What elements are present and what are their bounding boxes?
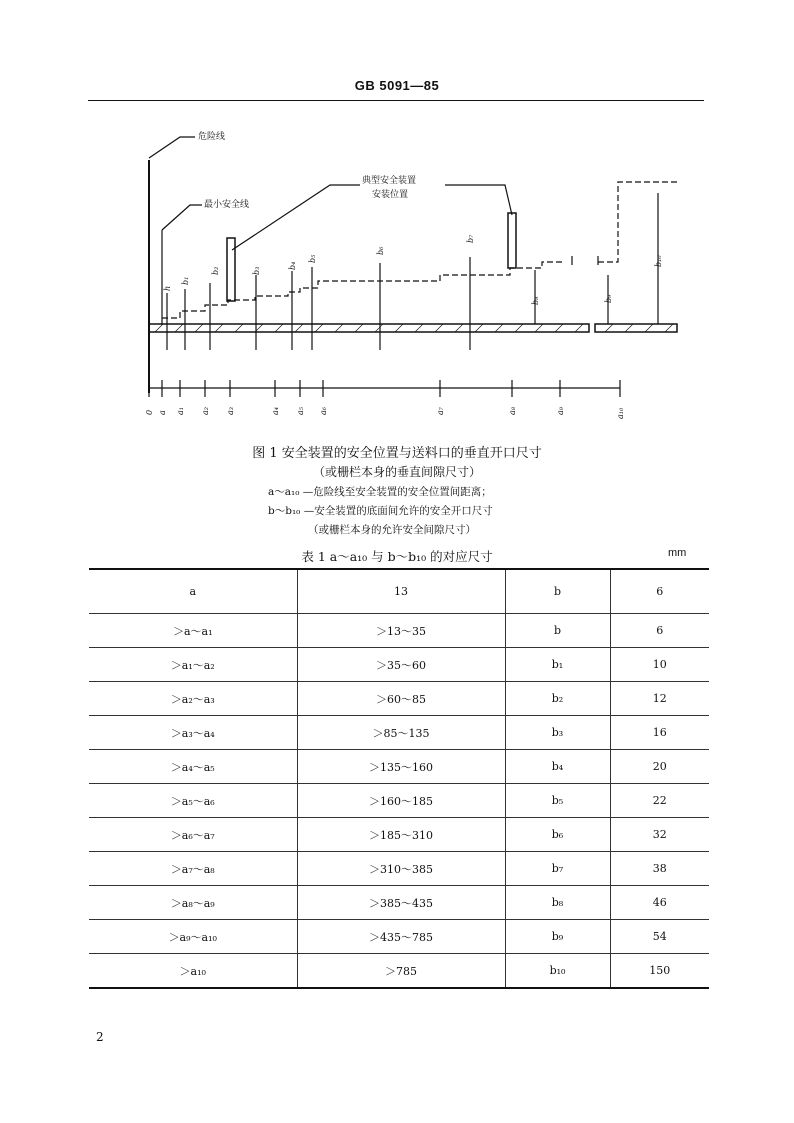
a-label: a₁ bbox=[176, 407, 185, 415]
cell: ＞a₈～a₉ bbox=[89, 886, 297, 920]
cell: ＞a₃～a₄ bbox=[89, 716, 297, 750]
a-label: a₅ bbox=[296, 407, 305, 415]
cell: a bbox=[89, 569, 297, 614]
cell: 32 bbox=[610, 818, 709, 852]
a-label: a₆ bbox=[319, 407, 328, 415]
b-label: b₇ bbox=[466, 234, 475, 243]
legend-b: b～b₁₀ —安全装置的底面间允许的安全开口尺寸 bbox=[268, 505, 493, 517]
cell: 22 bbox=[610, 784, 709, 818]
cell: 12 bbox=[610, 682, 709, 716]
table-row bbox=[89, 614, 709, 648]
cell: ＞a₁₀ bbox=[89, 954, 297, 989]
table-row bbox=[89, 818, 709, 852]
cell: ＞435～785 bbox=[297, 920, 505, 954]
cell: ＞a₉～a₁₀ bbox=[89, 920, 297, 954]
table-row bbox=[89, 569, 709, 614]
cell: b₆ bbox=[505, 818, 610, 852]
cell: ＞785 bbox=[297, 954, 505, 989]
cell: ＞85～135 bbox=[297, 716, 505, 750]
cell: ＞35～60 bbox=[297, 648, 505, 682]
b-label: b₈ bbox=[531, 296, 540, 305]
cell: ＞a～a₁ bbox=[89, 614, 297, 648]
danger-line-label: 危险线 bbox=[198, 132, 226, 142]
page-number: 2 bbox=[96, 1030, 104, 1044]
cell: b₃ bbox=[505, 716, 610, 750]
min-safety-line-label: 最小安全线 bbox=[204, 200, 250, 210]
legend-a: a～a₁₀ —危险线至安全装置的安全位置间距离； bbox=[268, 486, 492, 498]
a-label: a₁₀ bbox=[616, 407, 625, 419]
figure-subcaption: （或栅栏本身的垂直间隙尺寸） bbox=[312, 465, 481, 479]
safety-device-figure bbox=[140, 125, 700, 425]
header-rule bbox=[88, 100, 704, 101]
cell: ＞a₅～a₆ bbox=[89, 784, 297, 818]
typical-device-label-1: 典型安全装置 bbox=[362, 176, 417, 186]
cell: 6 bbox=[610, 569, 709, 614]
table-row bbox=[89, 750, 709, 784]
cell: 16 bbox=[610, 716, 709, 750]
table-title: 表 1 a～a₁₀ 与 b～b₁₀ 的对应尺寸 bbox=[301, 549, 493, 564]
cell: ＞a₄～a₅ bbox=[89, 750, 297, 784]
cell: ＞385～435 bbox=[297, 886, 505, 920]
b-label: h bbox=[163, 285, 172, 291]
cell: b₉ bbox=[505, 920, 610, 954]
a-label: a₈ bbox=[508, 407, 517, 415]
b-label: b₂ bbox=[211, 266, 220, 275]
cell: b₈ bbox=[505, 886, 610, 920]
cell: ＞135～160 bbox=[297, 750, 505, 784]
cell: b bbox=[505, 569, 610, 614]
cell: 46 bbox=[610, 886, 709, 920]
a-label: a₄ bbox=[271, 407, 280, 415]
cell: b₂ bbox=[505, 682, 610, 716]
table-row bbox=[89, 682, 709, 716]
a-label: 0 bbox=[145, 409, 154, 415]
cell: b₁ bbox=[505, 648, 610, 682]
cell: ＞185～310 bbox=[297, 818, 505, 852]
a-label: a bbox=[158, 410, 167, 415]
cell: ＞a₂～a₃ bbox=[89, 682, 297, 716]
cell: 54 bbox=[610, 920, 709, 954]
cell: ＞a₆～a₇ bbox=[89, 818, 297, 852]
cell: ＞60～85 bbox=[297, 682, 505, 716]
cell: 10 bbox=[610, 648, 709, 682]
cell: b bbox=[505, 614, 610, 648]
cell: ＞310～385 bbox=[297, 852, 505, 886]
cell: b₇ bbox=[505, 852, 610, 886]
figure-caption: 图 1 安全装置的安全位置与送料口的垂直开口尺寸 bbox=[252, 446, 542, 461]
b-label: b₄ bbox=[288, 261, 297, 270]
typical-device-label-2: 安装位置 bbox=[372, 190, 409, 200]
table-row bbox=[89, 920, 709, 954]
a-label: a₇ bbox=[436, 407, 445, 415]
b-label: b₉ bbox=[604, 294, 613, 303]
table-row bbox=[89, 852, 709, 886]
cell: 38 bbox=[610, 852, 709, 886]
table-row bbox=[89, 716, 709, 750]
cell: 13 bbox=[297, 569, 505, 614]
table-row bbox=[89, 648, 709, 682]
b-label: b₆ bbox=[376, 246, 385, 255]
b-label: b₅ bbox=[308, 254, 317, 263]
dimension-table bbox=[89, 568, 709, 989]
cell: ＞a₁～a₂ bbox=[89, 648, 297, 682]
b-label: b₃ bbox=[252, 266, 261, 275]
legend-b-note: （或栅栏本身的允许安全间隙尺寸） bbox=[308, 524, 476, 536]
table-unit: mm bbox=[668, 547, 687, 559]
cell: b₁₀ bbox=[505, 954, 610, 989]
a-label: a₉ bbox=[556, 407, 565, 415]
cell: 150 bbox=[610, 954, 709, 989]
cell: b₄ bbox=[505, 750, 610, 784]
a-label: a₂ bbox=[201, 407, 210, 415]
document-header: GB 5091—85 bbox=[354, 78, 440, 93]
table-row bbox=[89, 954, 709, 989]
cell: 20 bbox=[610, 750, 709, 784]
cell: ＞13～35 bbox=[297, 614, 505, 648]
cell: ＞160～185 bbox=[297, 784, 505, 818]
b-label: b₁ bbox=[181, 276, 190, 285]
cell: 6 bbox=[610, 614, 709, 648]
a-label: a₃ bbox=[226, 407, 235, 415]
b-label: b₁₀ bbox=[654, 255, 663, 267]
table-row bbox=[89, 886, 709, 920]
cell: b₅ bbox=[505, 784, 610, 818]
table-row bbox=[89, 784, 709, 818]
cell: ＞a₇～a₈ bbox=[89, 852, 297, 886]
